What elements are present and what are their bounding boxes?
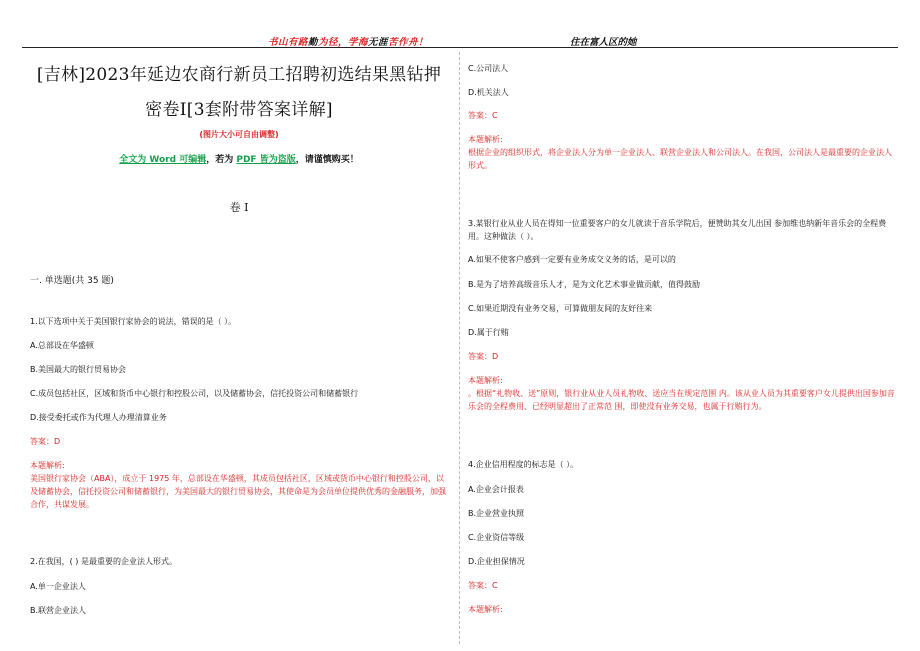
question-2: 2.在我国，( ) 是最重要的企业法人形式。 [30, 557, 177, 566]
notice-text: ，若为 [206, 155, 237, 165]
q1-explain-heading: 本题解析: [30, 461, 65, 470]
q1-option-c: C.成员包括社区，区域和货币中心银行和控股公司，以及储蓄协会，信托投资公司和储蓄银行 [30, 389, 359, 398]
pdf-pirated-link[interactable]: PDF 皆为盗版 [236, 155, 296, 165]
header-divider [22, 47, 898, 48]
q1-option-b: B.美国最大的银行贸易协会 [30, 365, 127, 374]
q4-option-a: A.企业会计报表 [468, 485, 524, 494]
column-divider [459, 52, 460, 644]
q3-explain-heading: 本题解析: [468, 376, 503, 385]
q2-option-c: C.公司法人 [468, 64, 509, 73]
q2-explanation: 根据企业的组织形式，将企业法人分为单一企业法人、联营企业法人和公司法人。在我国，公司法人是最重要的企业法人形式。 [468, 148, 892, 170]
q2-option-d: D.机关法人 [468, 88, 509, 97]
q4-option-b: B.企业营业执照 [468, 509, 525, 518]
question-3: 3.某银行业从业人员在得知一位重要客户的女儿就读于音乐学院后，便赞助其女儿出国 参加维也纳新年音乐会的全程费用。这种做法（ ）。 [468, 219, 887, 241]
q3-answer: 答案：D [468, 352, 499, 361]
word-notice [30, 152, 448, 165]
question-4: 4.企业信用程度的标志是（ ）。 [468, 460, 579, 469]
volume-label: 卷 I [229, 201, 249, 214]
q3-explanation: 。根据“礼物收、送”原则，银行业从业人员礼物收、送应当在规定范围 内。该从业人员为其重要客户女儿提供出国参加音乐会的全程费用、已经明显超出了正常范 围，即使没有业务交易，也属于行贿行为。 [468, 389, 895, 411]
q3-option-a: A.如果不使客户感到一定要有业务成交义务的话，是可以的 [468, 255, 676, 264]
q1-explanation: 美国银行家协会（ABA），成立于 1975 年，总部设在华盛顿，其成员包括社区，区域或货币中心银行和控股公司，以及储蓄协会，信托投资公司和储蓄银行，为美国最大的银行贸易协会，其使命是为会员单位提供优秀的金融服务，加强合作，共谋发展。 [30, 474, 446, 509]
question-1: 1.以下选项中关于美国银行家协会的说法，错误的是（ ）。 [30, 317, 237, 326]
q1-option-d: D.接受委托或作为代理人办理清算业务 [30, 413, 167, 422]
doc-title-line1: [吉林]2023年延边农商行新员工招聘初选结果黑钻押 [36, 65, 442, 85]
q2-option-a: A.单一企业法人 [30, 582, 86, 591]
q2-answer: 答案：C [468, 111, 498, 120]
slogan-part: 书山有路 [268, 37, 309, 48]
q4-explain-heading: 本题解析: [468, 605, 503, 614]
q3-option-b: B.是为了培养高级音乐人才，是为文化艺术事业做贡献，值得鼓励 [468, 280, 701, 289]
doc-title-line2: 密卷I[3套附带答案详解] [145, 100, 333, 120]
q4-option-d: D.企业担保情况 [468, 557, 525, 566]
word-editable-link[interactable]: 全文为 Word 可编辑 [119, 155, 207, 165]
header-slogan [268, 34, 428, 48]
notice-text: ，请谨慎购买！ [295, 155, 359, 165]
q1-option-a: A.总部设在华盛顿 [30, 341, 94, 350]
q4-option-c: C.企业资信等级 [468, 533, 525, 542]
q3-option-c: C.如果近期没有业务交易，可算做朋友间的友好往来 [468, 304, 653, 313]
image-size-note: (图片大小可自由调整) [199, 130, 279, 139]
q2-option-b: B.联营企业法人 [30, 606, 87, 615]
q1-answer: 答案：D [30, 437, 61, 446]
slogan-part: 勤 [308, 37, 319, 48]
section-heading: 一. 单选题(共 35 题) [30, 276, 114, 286]
q2-explain-heading: 本题解析: [468, 135, 503, 144]
q3-option-d: D.属于行贿 [468, 328, 509, 337]
slogan-part: 苦作舟！ [388, 37, 429, 48]
slogan-part: 为径，学海 [318, 37, 369, 48]
slogan-part: 无涯 [368, 37, 389, 48]
header-right-text: 住在富人区的她 [570, 37, 637, 48]
q4-answer: 答案：C [468, 581, 498, 590]
